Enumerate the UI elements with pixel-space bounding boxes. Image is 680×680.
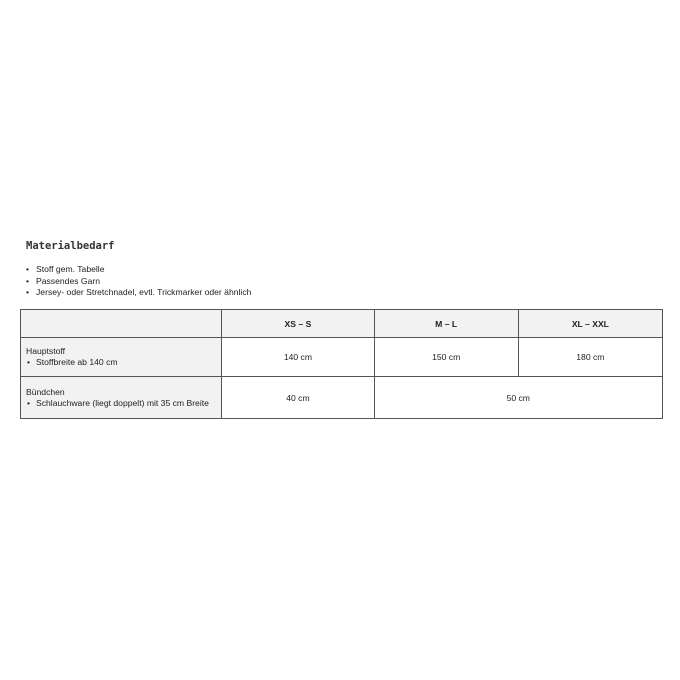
table-cell-merged: 50 cm (374, 377, 662, 419)
table-cell: 150 cm (374, 338, 518, 377)
row-label: Bündchen (26, 386, 65, 397)
table-cell: 180 cm (518, 338, 662, 377)
list-item: • Passendes Garn (26, 276, 251, 288)
table-cell: 140 cm (222, 338, 374, 377)
size-table (20, 309, 663, 419)
table-row (21, 377, 663, 419)
header-cell-xs-s: XS – S (222, 310, 374, 338)
table-header-row (21, 310, 663, 338)
table-cell: 40 cm (222, 377, 374, 419)
section-title: Materialbedarf (26, 240, 115, 252)
header-cell-xl-xxl: XL – XXL (518, 310, 662, 338)
table-row (21, 338, 663, 377)
row-label-cell (21, 377, 222, 419)
row-sublabel: • Schlauchware (liegt doppelt) mit 35 cm Breite (26, 398, 217, 409)
header-cell-m-l: M – L (374, 310, 518, 338)
row-label-cell (21, 338, 222, 377)
row-sublabel: • Stoffbreite ab 140 cm (26, 357, 217, 368)
row-label: Hauptstoff (26, 346, 66, 356)
header-cell-empty (21, 310, 222, 338)
list-item: • Jersey- oder Stretchnadel, evtl. Trickmarker oder ähnlich (26, 287, 251, 299)
materials-list (26, 264, 251, 299)
list-item: • Stoff gem. Tabelle (26, 264, 251, 276)
